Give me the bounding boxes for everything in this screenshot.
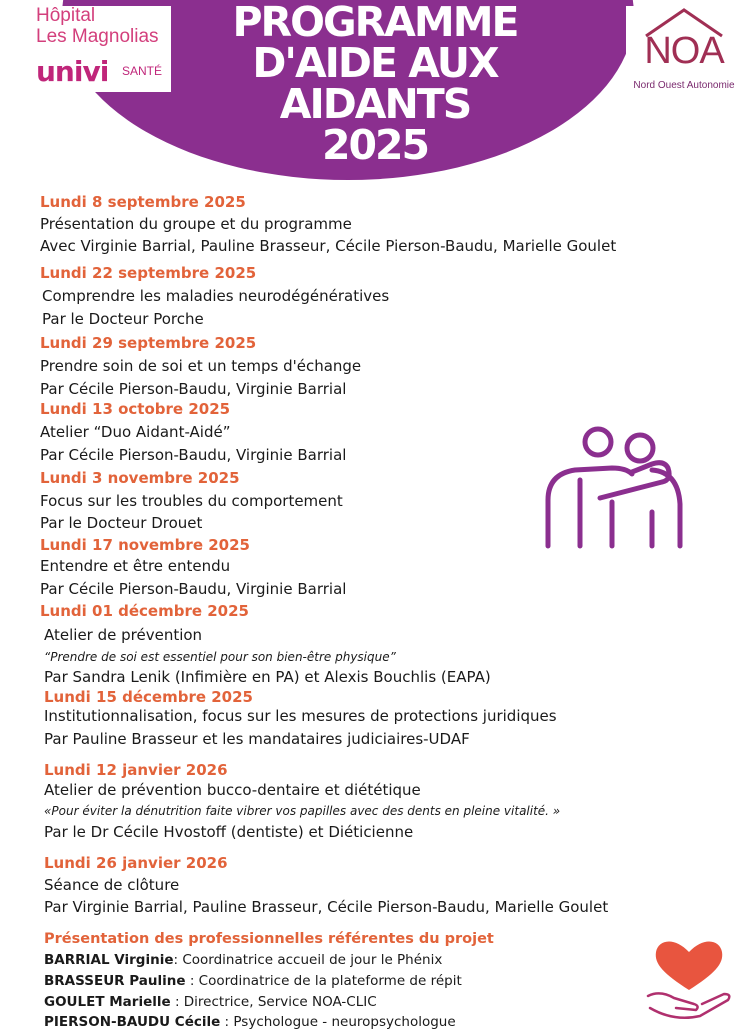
session-speakers: Par Pauline Brasseur et les mandataires judiciaires-UDAF bbox=[44, 730, 470, 748]
referent-item bbox=[44, 1014, 456, 1030]
hospital-logo bbox=[30, 6, 171, 92]
heart-in-hand-icon bbox=[644, 936, 734, 1024]
session-topic: Entendre et être entendu bbox=[40, 557, 231, 575]
session-date: Lundi 13 octobre 2025 bbox=[40, 400, 231, 418]
title-line-4: 2025 bbox=[321, 121, 429, 169]
hospital-name-line1: Hôpital bbox=[36, 5, 96, 26]
session-topic: Institutionnalisation, focus sur les mesures de protections juridiques bbox=[44, 707, 557, 725]
referent-role: : Coordinatrice accueil de jour le Phénix bbox=[173, 952, 443, 968]
session-date: Lundi 17 novembre 2025 bbox=[40, 536, 250, 554]
session-date: Lundi 01 décembre 2025 bbox=[40, 602, 249, 620]
referent-role: : Directrice, Service NOA-CLIC bbox=[170, 994, 377, 1010]
session-date: Lundi 15 décembre 2025 bbox=[44, 688, 253, 706]
referent-name: BARRIAL Virginie bbox=[44, 952, 174, 968]
session-topic: Atelier de prévention bucco-dentaire et diététique bbox=[44, 781, 421, 799]
session-speakers: Par Sandra Lenik (Infimière en PA) et Alexis Bouchlis (EAPA) bbox=[44, 668, 491, 686]
referent-role: : Coordinatrice de la plateforme de répit bbox=[185, 973, 462, 989]
title-line-1: PROGRAMME bbox=[232, 0, 518, 46]
referent-item bbox=[44, 952, 442, 968]
referents-heading: Présentation des professionnelles référentes du projet bbox=[44, 931, 494, 947]
title-line-3: AIDANTS bbox=[279, 80, 471, 128]
hospital-name-line2: Les Magnolias bbox=[36, 26, 159, 47]
session-topic: Présentation du groupe et du programme bbox=[40, 215, 352, 233]
session-topic: Atelier “Duo Aidant-Aidé” bbox=[40, 423, 231, 441]
session-speakers: Par Cécile Pierson-Baudu, Virginie Barrial bbox=[40, 446, 347, 464]
session-date: Lundi 12 janvier 2026 bbox=[44, 761, 228, 779]
univi-brand: univi bbox=[36, 55, 109, 88]
session-topic: Séance de clôture bbox=[44, 876, 180, 894]
referent-name: BRASSEUR Pauline bbox=[44, 973, 186, 989]
session-speakers: Par Cécile Pierson-Baudu, Virginie Barrial bbox=[40, 580, 347, 598]
session-speakers: Par le Dr Cécile Hvostoff (dentiste) et Diéticienne bbox=[44, 823, 414, 841]
caregiver-embrace-icon bbox=[540, 422, 700, 552]
session-topic: Prendre soin de soi et un temps d'échange bbox=[40, 357, 362, 375]
referent-item bbox=[44, 973, 462, 989]
session-date: Lundi 26 janvier 2026 bbox=[44, 854, 228, 872]
session-speakers: Par Cécile Pierson-Baudu, Virginie Barrial bbox=[40, 380, 347, 398]
session-topic: Comprendre les maladies neurodégénératives bbox=[42, 287, 390, 305]
title-line-2: D'AIDE AUX bbox=[252, 39, 498, 87]
session-topic: Focus sur les troubles du comportement bbox=[40, 492, 343, 510]
session-quote: “Prendre de soi est essentiel pour son bien-être physique” bbox=[44, 650, 396, 664]
referent-role: : Psychologue - neuropsychologue bbox=[220, 1014, 456, 1030]
session-date: Lundi 22 septembre 2025 bbox=[40, 264, 257, 282]
session-quote: «Pour éviter la dénutrition faite vibrer vos papilles avec des dents en pleine vitalité. » bbox=[44, 804, 561, 818]
referent-item bbox=[44, 994, 377, 1010]
session-date: Lundi 29 septembre 2025 bbox=[40, 334, 257, 352]
univi-suffix: SANTÉ bbox=[122, 64, 163, 78]
referent-name: GOULET Marielle bbox=[44, 994, 171, 1010]
session-speakers: Par le Docteur Porche bbox=[42, 310, 204, 328]
session-speakers: Par Virginie Barrial, Pauline Brasseur, Cécile Pierson-Baudu, Marielle Goulet bbox=[44, 898, 609, 916]
page-title bbox=[200, 0, 550, 169]
referent-name: PIERSON-BAUDU Cécile bbox=[44, 1014, 221, 1030]
session-speakers: Avec Virginie Barrial, Pauline Brasseur, Cécile Pierson-Baudu, Marielle Goulet bbox=[40, 237, 617, 255]
session-date: Lundi 3 novembre 2025 bbox=[40, 469, 240, 487]
noa-tagline: Nord Ouest Autonomie bbox=[633, 80, 735, 91]
noa-logo bbox=[626, 6, 742, 94]
session-topic: Atelier de prévention bbox=[44, 626, 203, 644]
session-date: Lundi 8 septembre 2025 bbox=[40, 193, 246, 211]
session-speakers: Par le Docteur Drouet bbox=[40, 514, 203, 532]
noa-brand: NOA bbox=[644, 30, 724, 72]
